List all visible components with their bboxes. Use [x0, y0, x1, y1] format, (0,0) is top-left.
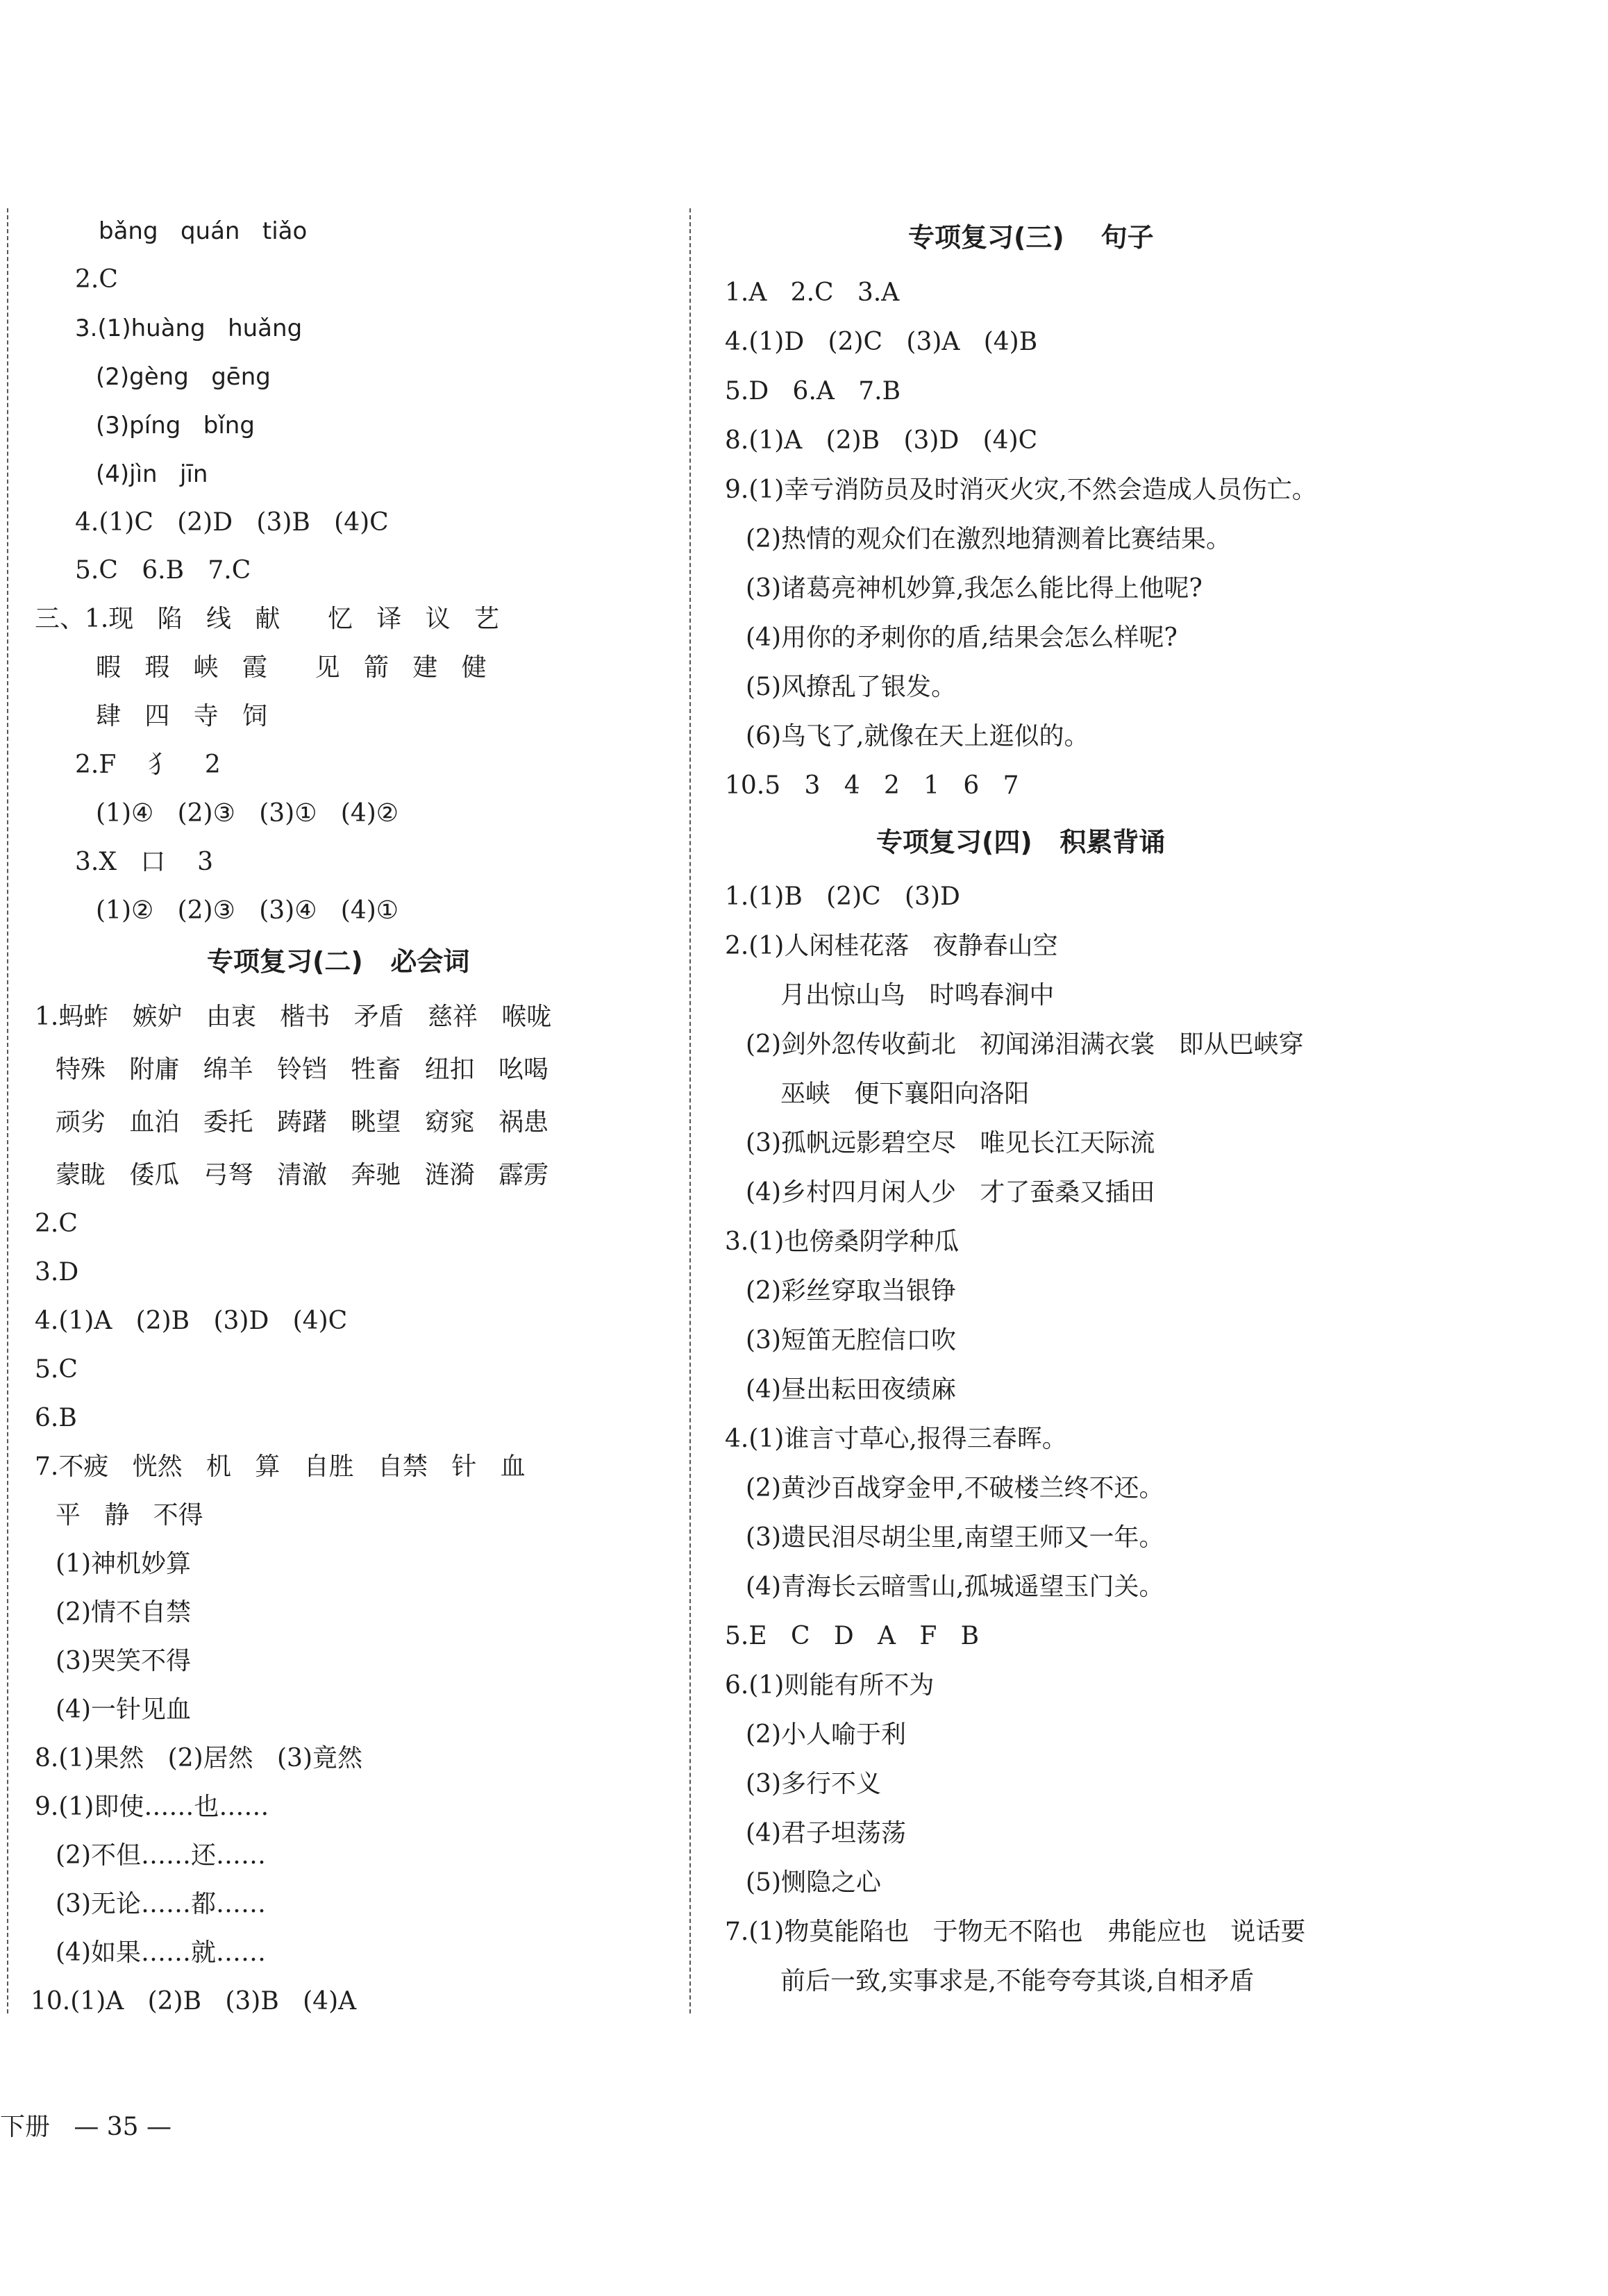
answer-line: (4)青海长云暗雪山,孤城遥望玉门关。 [746, 1573, 1164, 1601]
answer-line: (4)用你的矛刺你的盾,结果会怎么样呢? [746, 623, 1178, 652]
answer-line: 4.(1)A (2)B (3)D (4)C [35, 1307, 348, 1335]
answer-line: 2.C [35, 1209, 78, 1238]
answer-line: 2.(1)人闲桂花落 夜静春山空 [725, 932, 1058, 960]
answer-line: 8.(1)果然 (2)居然 (3)竟然 [35, 1744, 362, 1773]
answer-line: (1)神机妙算 [56, 1550, 191, 1578]
answer-line: 6.(1)则能有所不为 [725, 1671, 935, 1700]
answer-line: 暇 瑕 峡 霞 见 箭 建 健 [96, 653, 487, 682]
answer-line: 2.F 犭 2 [75, 751, 221, 779]
left-margin-dashed-rule [7, 208, 8, 2013]
answer-line: (3)无论……都…… [56, 1890, 266, 1918]
answer-line: 2.C [75, 265, 118, 294]
answer-line: 4.(1)谁言寸草心,报得三春晖。 [725, 1425, 1067, 1453]
answer-line: 1.(1)B (2)C (3)D [725, 882, 960, 911]
answer-line: (2)小人喻于利 [746, 1720, 906, 1749]
answer-line: (2)彩丝穿取当银铮 [746, 1277, 956, 1305]
answer-line: (1)④ (2)③ (3)① (4)② [96, 799, 399, 828]
answer-line: 4.(1)D (2)C (3)A (4)B [725, 328, 1038, 356]
answer-line: 1.蚂蚱 嫉妒 由衷 楷书 矛盾 慈祥 喉咙 [35, 1003, 552, 1031]
answer-line: 7.(1)物莫能陷也 于物无不陷也 弗能应也 说话要 [725, 1918, 1306, 1946]
answer-line: (2)不但……还…… [56, 1841, 266, 1870]
answer-line: 10.(1)A (2)B (3)B (4)A [31, 1987, 357, 2016]
answer-line: 三、1.现 陷 线 献 忆 译 议 艺 [35, 605, 499, 633]
answer-line: 9.(1)幸亏消防员及时消灭火灾,不然会造成人员伤亡。 [725, 476, 1317, 504]
column-divider-dashed-rule [689, 208, 691, 2013]
answer-line: (4)昼出耘田夜绩麻 [746, 1375, 956, 1404]
answer-line: (2)情不自禁 [56, 1598, 191, 1627]
answer-line: 特殊 附庸 绵羊 铃铛 牲畜 纽扣 吆喝 [56, 1055, 548, 1084]
answer-line: 肆 四 寺 饲 [96, 702, 267, 730]
answer-line: 8.(1)A (2)B (3)D (4)C [725, 426, 1038, 455]
answer-line: (3)孤帆远影碧空尽 唯见长江天际流 [746, 1129, 1155, 1157]
answer-line: (5)风撩乱了银发。 [746, 673, 956, 701]
answer-line: (3)遗民泪尽胡尘里,南望王师又一年。 [746, 1523, 1164, 1552]
answer-line: 3.X 口 3 [75, 848, 213, 876]
answer-line: 10.5 3 4 2 1 6 7 [725, 771, 1019, 800]
answer-line: (3)短笛无腔信口吹 [746, 1326, 956, 1355]
pinyin-line: (2)gèng gēng [96, 363, 271, 391]
section-heading: 专项复习(二) 必会词 [207, 946, 470, 977]
answer-line: (4)一针见血 [56, 1695, 191, 1724]
answer-line: 平 静 不得 [56, 1501, 203, 1530]
pinyin-line: (4)jìn jīn [96, 460, 208, 488]
answer-line: 5.D 6.A 7.B [725, 377, 901, 405]
answer-line: 9.(1)即使……也…… [35, 1793, 269, 1821]
answer-line: 3.D [35, 1258, 79, 1287]
answer-line: 7.不疲 恍然 机 算 自胜 自禁 针 血 [35, 1452, 526, 1481]
answer-line: 5.C 6.B 7.C [75, 556, 251, 585]
section-heading: 专项复习(四) 积累背诵 [876, 827, 1166, 857]
answer-line: 月出惊山鸟 时鸣春涧中 [780, 981, 1055, 1009]
section-heading: 专项复习(三) 句子 [908, 222, 1154, 253]
answer-line: 5.C [35, 1355, 78, 1384]
answer-line: (4)君子坦荡荡 [746, 1819, 906, 1847]
page-number-footer: 下册 — 35 — [0, 2113, 172, 2141]
pinyin-line: (3)píng bǐng [96, 412, 255, 439]
pinyin-line: 3.(1)huàng huǎng [75, 315, 303, 342]
answer-line: (1)② (2)③ (3)④ (4)① [96, 896, 399, 925]
answer-line: (3)诸葛亮神机妙算,我怎么能比得上他呢? [746, 574, 1203, 603]
answer-line: 1.A 2.C 3.A [725, 278, 900, 307]
answer-line: 巫峡 便下襄阳向洛阳 [780, 1080, 1030, 1108]
answer-line: (5)恻隐之心 [746, 1868, 881, 1897]
answer-line: (6)鸟飞了,就像在天上逛似的。 [746, 722, 1089, 751]
pinyin-line: bǎng quán tiǎo [99, 217, 308, 245]
answer-line: (4)乡村四月闲人少 才了蚕桑又插田 [746, 1178, 1155, 1207]
answer-line: (4)如果……就…… [56, 1938, 266, 1967]
answer-line: (2)黄沙百战穿金甲,不破楼兰终不还。 [746, 1474, 1164, 1502]
answer-line: 4.(1)C (2)D (3)B (4)C [75, 508, 389, 537]
answer-line: 蒙眬 倭瓜 弓弩 清澈 奔驰 涟漪 霹雳 [56, 1161, 548, 1189]
answer-line: (2)热情的观众们在激烈地猜测着比赛结果。 [746, 525, 1231, 553]
answer-line: 顽劣 血泊 委托 踌躇 眺望 窈窕 祸患 [56, 1108, 548, 1137]
answer-line: (3)多行不义 [746, 1770, 881, 1798]
answer-line: 前后一致,实事求是,不能夸夸其谈,自相矛盾 [780, 1967, 1255, 1995]
answer-line: 6.B [35, 1404, 77, 1432]
answer-line: (3)哭笑不得 [56, 1647, 191, 1675]
answer-line: (2)剑外忽传收蓟北 初闻涕泪满衣裳 即从巴峡穿 [746, 1030, 1304, 1059]
answer-line: 3.(1)也傍桑阴学种瓜 [725, 1227, 960, 1256]
answer-line: 5.E C D A F B [725, 1622, 980, 1650]
